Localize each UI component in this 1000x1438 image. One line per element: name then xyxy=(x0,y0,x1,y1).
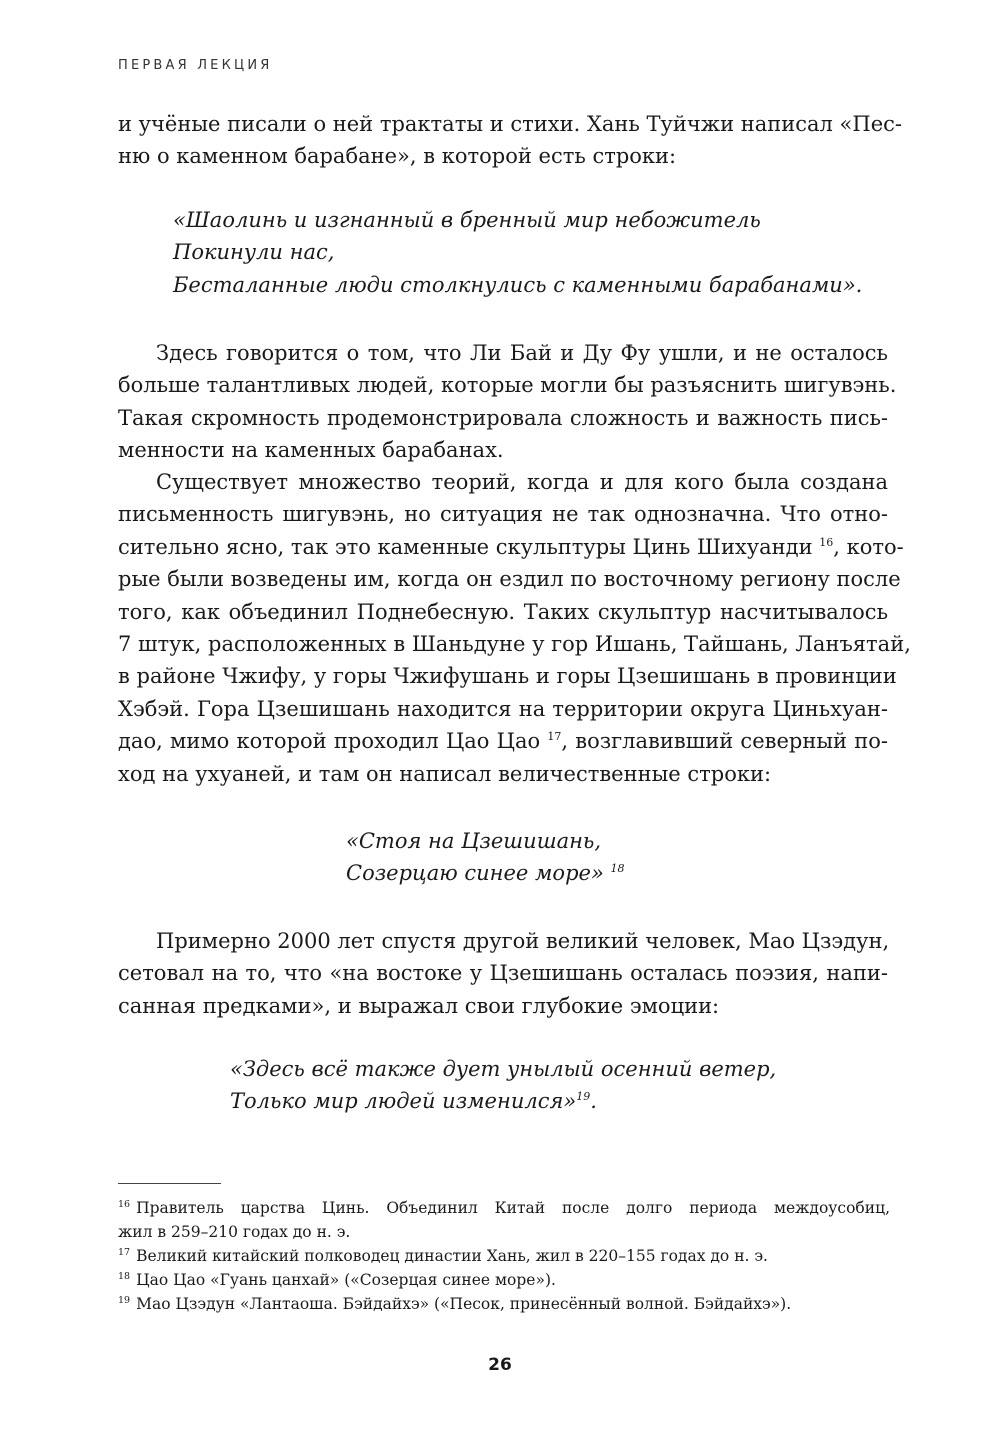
footnote-16 xyxy=(118,1196,890,1244)
footnote-number: 17 xyxy=(118,1246,131,1258)
text-line: Хэбэй. Гора Цзешишань находится на территории округа Циньхуан- xyxy=(118,696,888,721)
footnote-number: 19 xyxy=(118,1294,131,1306)
text-line: ход на ухуаней, и там он написал величественные строки: xyxy=(118,761,772,786)
footnote-line xyxy=(118,1244,890,1268)
text-line xyxy=(118,725,888,757)
page-number: 26 xyxy=(488,1355,512,1375)
footnote-18 xyxy=(118,1268,890,1292)
text-segment: сительно ясно, так это каменные скульптуры Цинь Шихуанди xyxy=(118,534,813,559)
footnote-text: Великий китайский полководец династии Хань, жил в 220–155 годах до н. э. xyxy=(136,1247,768,1265)
poem-3 xyxy=(230,1053,776,1118)
footnote-text: Цао Цао «Гуань цанхай» («Созерцая синее море»). xyxy=(136,1271,556,1289)
poem-text: Созерцаю синее море» xyxy=(346,861,604,886)
poem-punct: . xyxy=(590,1089,597,1114)
footnotes xyxy=(118,1196,890,1316)
poem-line: «Шаолинь и изгнанный в бренный мир небожитель xyxy=(173,208,761,232)
footnote-divider xyxy=(118,1183,221,1184)
text-segment: дао, мимо которой проходил Цао Цао xyxy=(118,729,541,754)
footnote-ref-19[interactable]: 19 xyxy=(576,1090,591,1104)
footnote-17 xyxy=(118,1244,890,1268)
footnote-ref-17[interactable]: 17 xyxy=(547,730,562,744)
text-line: письменность шигувэнь, но ситуация не так однозначна. Что отно- xyxy=(118,502,888,527)
footnote-ref-18[interactable]: 18 xyxy=(610,862,625,876)
footnote-ref-16[interactable]: 16 xyxy=(819,535,834,549)
poem-line: Покинули нас, xyxy=(173,240,335,265)
footnote-line xyxy=(118,1292,890,1316)
poem-line xyxy=(346,857,624,889)
text-line: и учёные писали о ней трактаты и стихи. Хань Туйчжи написал «Пес- xyxy=(118,112,903,136)
text-line: рые были возведены им, когда он ездил по восточному региону после xyxy=(118,567,901,592)
text-line: Существует множество теорий, когда и для кого была создана xyxy=(156,470,888,494)
text-line: того, как объединил Поднебесную. Таких скульптур насчитывалось xyxy=(118,599,888,624)
footnote-number: 18 xyxy=(118,1270,131,1282)
text-line xyxy=(118,531,904,563)
text-line: ню о каменном барабане», в которой есть строки: xyxy=(118,144,677,169)
text-line: Здесь говорится о том, что Ли Бай и Ду Фу ушли, и не осталось xyxy=(156,341,888,365)
poem-line: «Стоя на Цзешишань, xyxy=(346,829,602,853)
paragraph-1 xyxy=(118,108,903,173)
text-line: сетовал на то, что «на востоке у Цзешишань осталась поэзия, напи- xyxy=(118,961,888,986)
footnote-text: Правитель царства Цинь. Объединил Китай после долго периода междоусобиц, xyxy=(136,1199,890,1217)
footnote-text: Мао Цзэдун «Лантаоша. Бэйдайхэ» («Песок, принесённый волной. Бэйдайхэ»). xyxy=(136,1295,792,1313)
poem-2 xyxy=(346,825,624,890)
poem-line: «Здесь всё также дует унылый осенний ветер, xyxy=(230,1057,777,1081)
footnote-line: жил в 259–210 годах до н. э. xyxy=(118,1223,351,1241)
footnote-line xyxy=(118,1268,890,1292)
poem-line xyxy=(230,1085,776,1117)
poem-line: Бесталанные люди столкнулись с каменными барабанами». xyxy=(173,272,863,297)
text-line: больше талантливых людей, которые могли бы разъяснить шигувэнь. xyxy=(118,373,897,398)
text-line: Примерно 2000 лет спустя другой великий человек, Мао Цзэдун, xyxy=(156,929,890,953)
text-line: Такая скромность продемонстрировала сложность и важность пись- xyxy=(118,405,888,430)
text-line: 7 штук, расположенных в Шаньдуне у гор Ишань, Тайшань, Ланъятай, xyxy=(118,632,911,657)
text-line: менности на каменных барабанах. xyxy=(118,438,504,463)
paragraph-4 xyxy=(118,925,888,1022)
poem-text: Только мир людей изменился» xyxy=(230,1089,577,1114)
text-line: санная предками», и выражал свои глубокие эмоции: xyxy=(118,993,720,1018)
poem-1 xyxy=(173,204,862,301)
running-header: ПЕРВАЯ ЛЕКЦИЯ xyxy=(118,58,273,73)
footnote-19 xyxy=(118,1292,890,1316)
footnote-line xyxy=(118,1196,890,1220)
text-segment: , возглавивший северный по- xyxy=(561,729,888,754)
text-line: в районе Чжифу, у горы Чжифушань и горы Цзешишань в провинции xyxy=(118,664,897,689)
paragraph-2 xyxy=(118,337,897,467)
footnote-number: 16 xyxy=(118,1198,131,1210)
paragraph-3 xyxy=(118,466,911,790)
text-segment: , кото- xyxy=(833,534,904,559)
